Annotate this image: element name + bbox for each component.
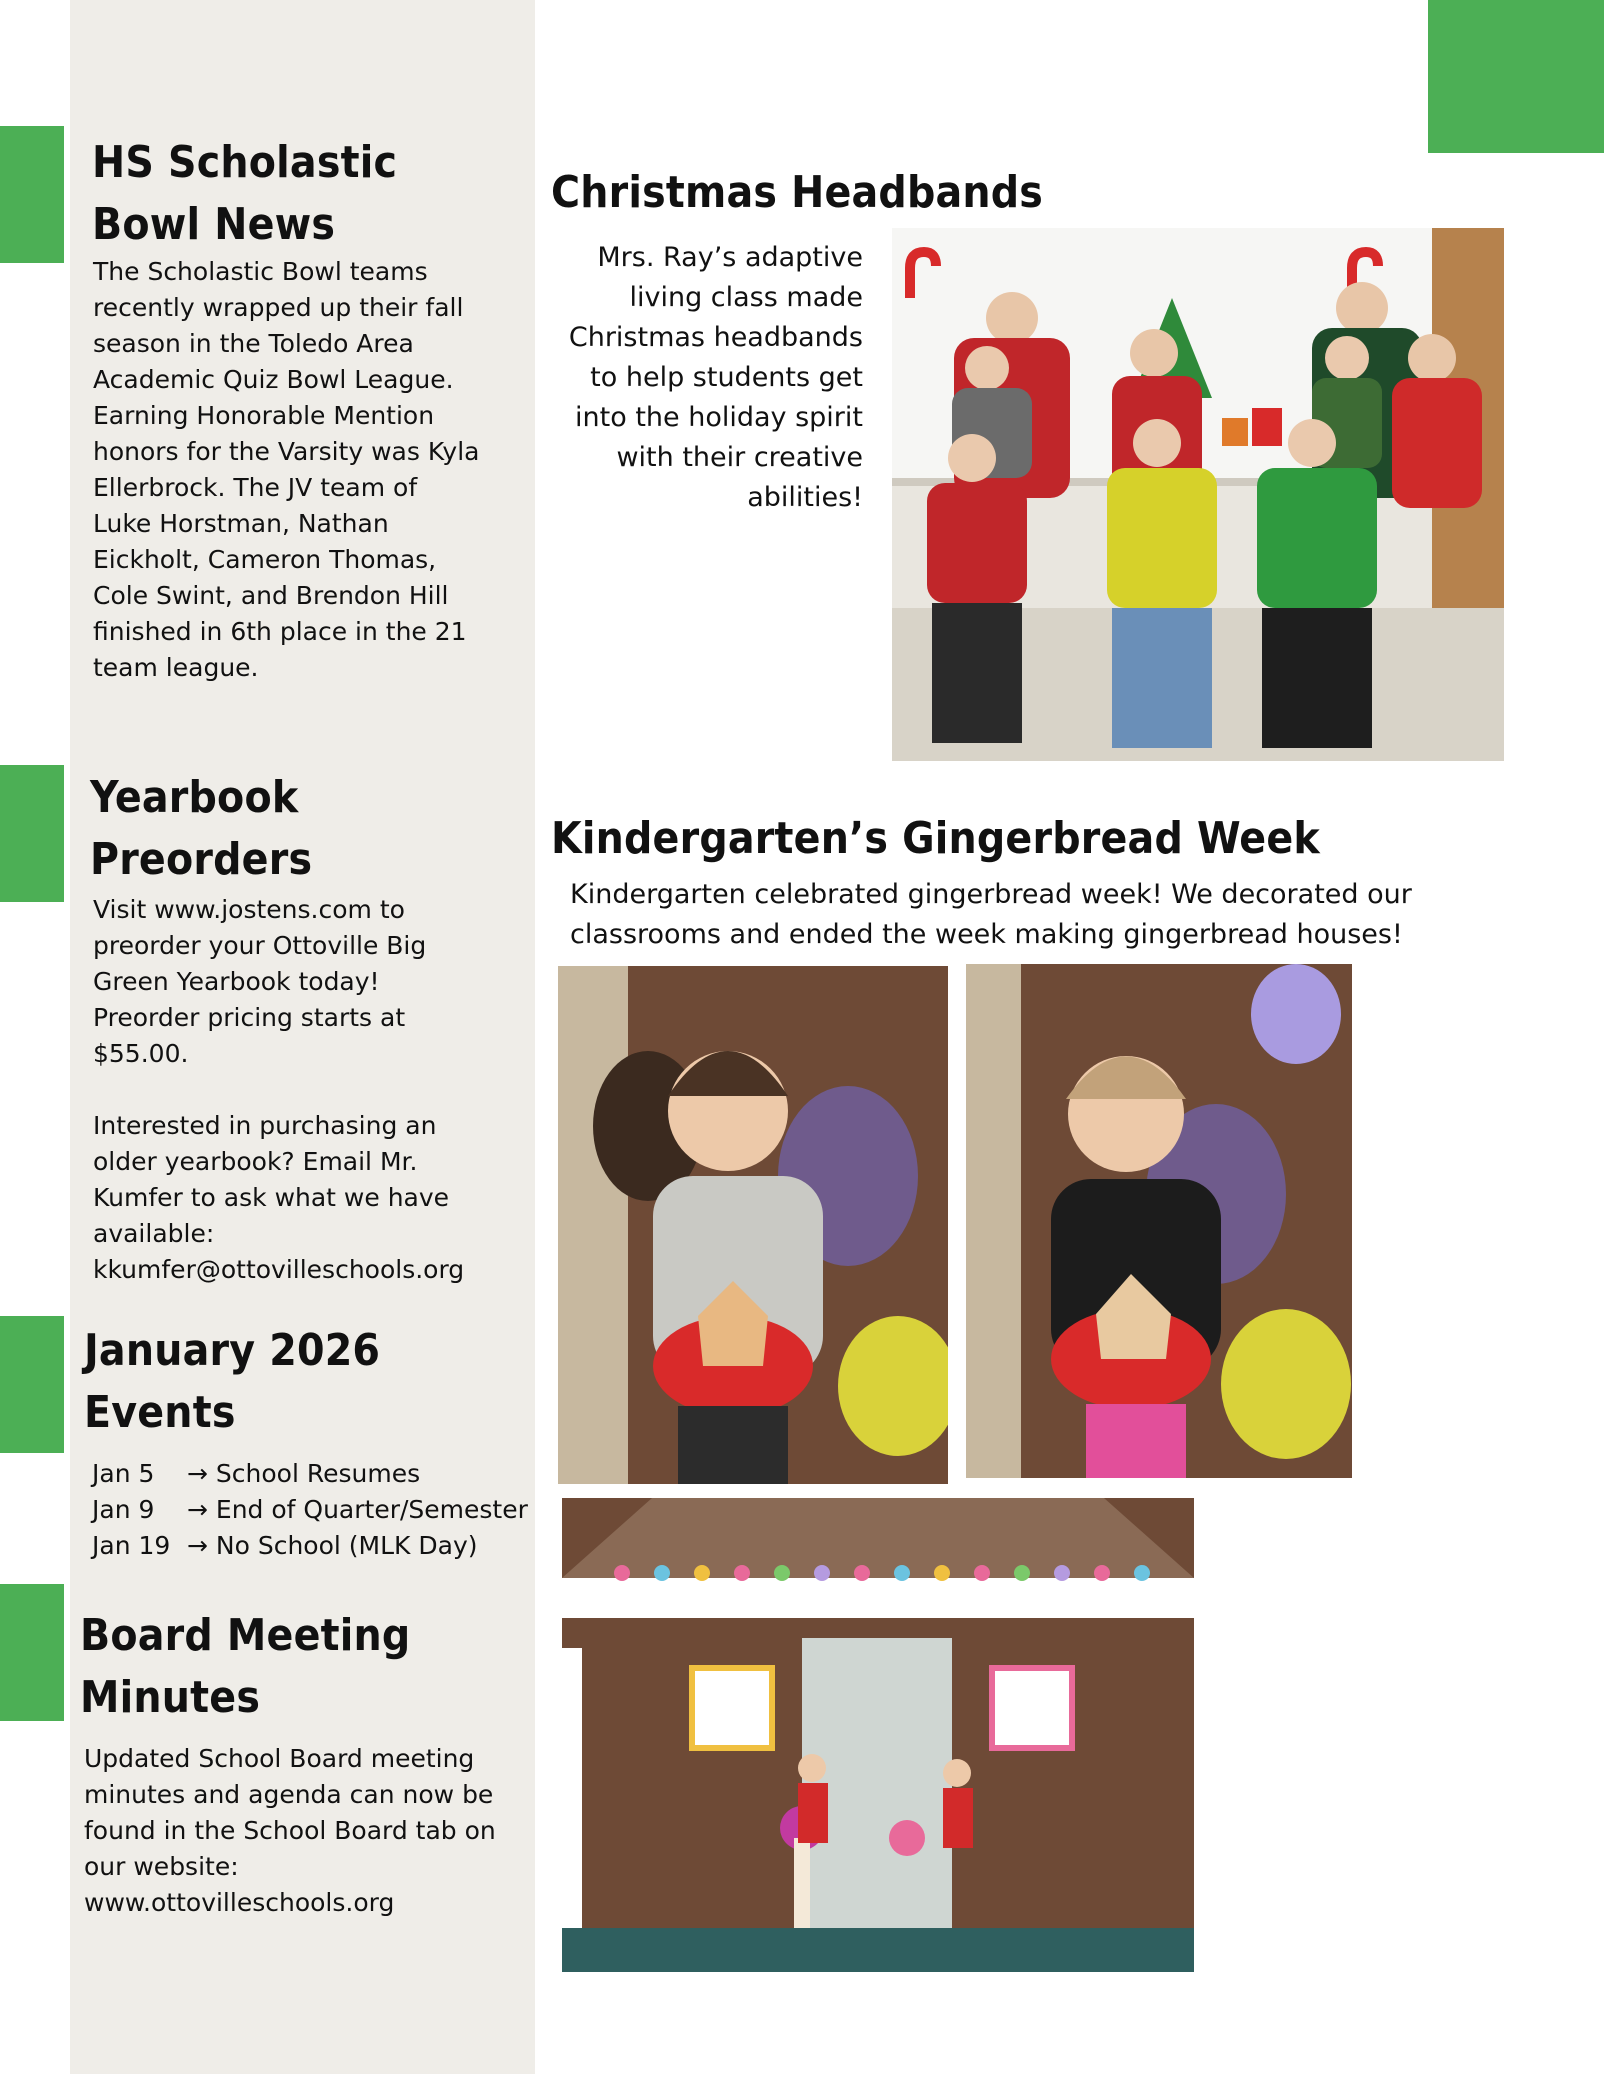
heading-line: Preorders xyxy=(90,834,313,885)
kindergarten-student-photo xyxy=(966,964,1352,1478)
body-line: Visit www.jostens.com to xyxy=(93,895,405,924)
corner-accent-block xyxy=(1428,0,1604,153)
body-line: into the holiday spirit xyxy=(575,402,863,433)
body-line: to help students get xyxy=(590,362,863,393)
section-accent-tab xyxy=(0,765,64,902)
heading-line: Minutes xyxy=(80,1672,261,1723)
body-line: Kindergarten celebrated gingerbread week! We decorated our xyxy=(570,879,1412,910)
body-line: abilities! xyxy=(747,482,863,513)
yearbook-heading xyxy=(90,767,312,891)
event-item xyxy=(92,1456,528,1492)
body-line xyxy=(93,1072,464,1108)
body-line: Luke Horstman, Nathan xyxy=(93,509,389,538)
body-line: with their creative xyxy=(616,442,863,473)
body-line: Kumfer to ask what we have xyxy=(93,1183,450,1212)
event-date: Jan 19 xyxy=(92,1531,171,1560)
body-line: Earning Honorable Mention xyxy=(93,401,435,430)
event-label: → No School (MLK Day) xyxy=(187,1531,478,1560)
board-body xyxy=(84,1741,496,1921)
heading-line: Board Meeting xyxy=(80,1610,411,1661)
board-heading xyxy=(80,1605,410,1729)
body-line: season in the Toledo Area xyxy=(93,329,414,358)
scholastic-body xyxy=(93,254,479,686)
yearbook-body xyxy=(93,892,464,1288)
body-line: $55.00. xyxy=(93,1039,189,1068)
heading-line: Bowl News xyxy=(92,199,336,250)
scholastic-heading xyxy=(92,132,397,256)
body-line: older yearbook? Email Mr. xyxy=(93,1147,418,1176)
heading-line: Events xyxy=(84,1387,236,1438)
gingerbread-heading: Kindergarten’s Gingerbread Week xyxy=(551,813,1320,864)
headbands-body xyxy=(540,238,863,518)
event-date: Jan 9 xyxy=(92,1495,155,1524)
events-heading xyxy=(84,1320,380,1444)
heading-line: HS Scholastic xyxy=(92,137,398,188)
email-address[interactable]: kkumfer@ottovilleschools.org xyxy=(93,1255,465,1284)
body-line: The Scholastic Bowl teams xyxy=(93,257,428,286)
body-line: Mrs. Ray’s adaptive xyxy=(597,242,863,273)
body-line: Interested in purchasing an xyxy=(93,1111,437,1140)
heading-line: Yearbook xyxy=(90,772,299,823)
body-line: Christmas headbands xyxy=(568,322,863,353)
body-line: classrooms and ended the week making gingerbread houses! xyxy=(570,919,1403,950)
website-link[interactable]: www.ottovilleschools.org xyxy=(84,1888,395,1917)
section-accent-tab xyxy=(0,1584,64,1721)
body-line: finished in 6th place in the 21 xyxy=(93,617,467,646)
section-accent-tab xyxy=(0,126,64,263)
body-line: our website: xyxy=(84,1852,239,1881)
gingerbread-body xyxy=(570,875,1412,955)
event-label: → End of Quarter/Semester xyxy=(187,1495,528,1524)
body-line: preorder your Ottoville Big xyxy=(93,931,427,960)
body-line: minutes and agenda can now be xyxy=(84,1780,494,1809)
body-line: living class made xyxy=(629,282,863,313)
event-item xyxy=(92,1528,528,1564)
headbands-class-photo xyxy=(892,228,1504,761)
events-list xyxy=(92,1456,528,1564)
body-line: Green Yearbook today! xyxy=(93,967,380,996)
body-line: found in the School Board tab on xyxy=(84,1816,496,1845)
heading-line: January 2026 xyxy=(84,1325,381,1376)
body-line: Cole Swint, and Brendon Hill xyxy=(93,581,449,610)
headbands-heading: Christmas Headbands xyxy=(551,167,1044,218)
kindergarten-student-photo xyxy=(558,966,948,1484)
body-line: team league. xyxy=(93,653,259,682)
body-line: Preorder pricing starts at xyxy=(93,1003,406,1032)
body-line: Eickholt, Cameron Thomas, xyxy=(93,545,437,574)
event-item xyxy=(92,1492,528,1528)
event-label: → School Resumes xyxy=(187,1459,421,1488)
body-line: Academic Quiz Bowl League. xyxy=(93,365,454,394)
section-accent-tab xyxy=(0,1316,64,1453)
body-line: Updated School Board meeting xyxy=(84,1744,475,1773)
body-line: recently wrapped up their fall xyxy=(93,293,464,322)
event-date: Jan 5 xyxy=(92,1459,155,1488)
body-line: Ellerbrock. The JV team of xyxy=(93,473,418,502)
body-line: honors for the Varsity was Kyla xyxy=(93,437,480,466)
gingerbread-house-doorway-photo xyxy=(562,1498,1194,1972)
body-line: available: xyxy=(93,1219,215,1248)
